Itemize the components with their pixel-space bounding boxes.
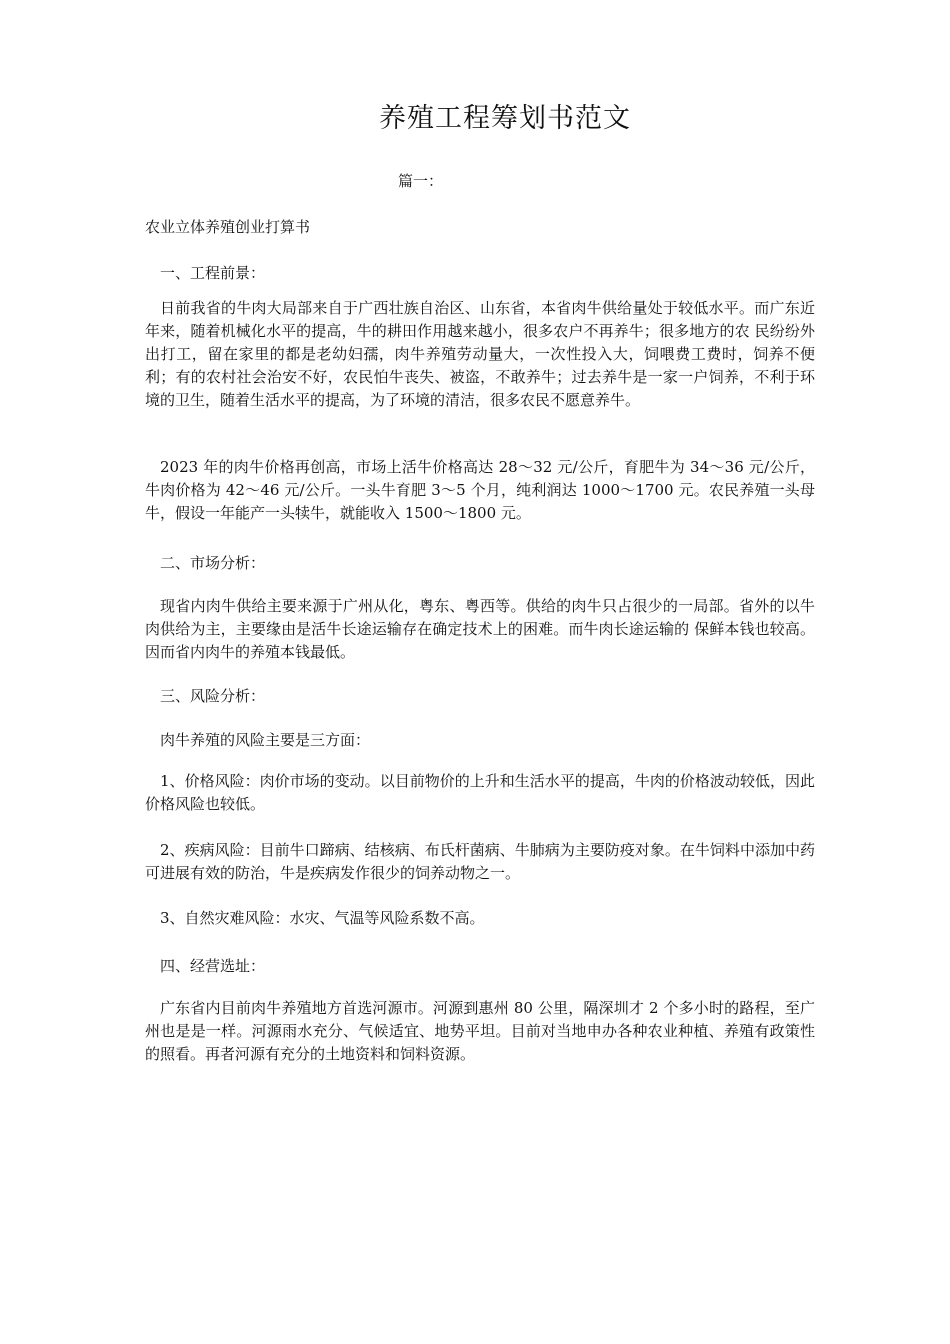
paragraph-text: 广东省内目前肉牛养殖地方首选河源市。河源到惠州 80 公里，隔深圳才 2 个多小时的路程，至广州也是是一样。河源雨水充分、气候适宜、地势平坦。目前对当地申办各种农业种植、养殖有政策性的照看。再者河源有充分的土地资料和饲料资源。 (145, 999, 815, 1063)
section-heading-background: 一、工程前景： (160, 264, 266, 282)
paragraph-text: 2、疾病风险：目前牛口蹄病、结核病、布氏杆菌病、牛肺病为主要防疫对象。在牛饲料中添加中药可进展有效的防治，牛是疾病发作很少的饲养动物之一。 (145, 841, 815, 882)
paragraph-text: 1、价格风险：肉价市场的变动。以目前物价的上升和生活水平的提高，牛肉的价格波动较低，因此价格风险也较低。 (145, 772, 815, 813)
document-title: 养殖工程筹划书范文 (379, 103, 631, 134)
paragraph-text: 日前我省的牛肉大局部来自于广西壮族自治区、山东省，本省肉牛供给量处于较低水平。而广东近 年来，随着机械化水平的提高，牛的耕田作用越来越小，很多农户不再养牛；很多地方的农 民纷纷外出打工，留在家里的都是老幼妇孺，肉牛养殖劳动量大，一次性投入大，饲喂费工费时，饲养不便利；有的农村社会治安不好，农民怕牛丧失、被盗，不敢养牛；过去养牛是一家一户饲养，不利于环境的卫生，随着生活水平的提高，为了环境的清洁，很多农民不愿意养牛。 (145, 299, 815, 409)
risk-intro: 肉牛养殖的风险主要是三方面： (160, 731, 371, 749)
paragraph-background-2 (145, 456, 815, 525)
paragraph-background-1 (145, 297, 815, 412)
section-heading-risk: 三、风险分析： (160, 687, 266, 705)
paragraph-text: 2023 年的肉牛价格再创高，市场上活牛价格高达 28～32 元/公斤，育肥牛为 34～36 元/公斤，牛肉价格为 42～46 元/公斤。一头牛育肥 3～5 个月，纯利润达 1000～1700 元。农民养殖一头母牛，假设一年能产一头犊牛，就能收入 1500～1800 元。 (145, 458, 815, 522)
part-label: 篇一： (398, 172, 444, 190)
paragraph-location (145, 997, 815, 1066)
risk-item-disaster: 3、自然灾难风险：水灾、气温等风险系数不高。 (160, 909, 485, 927)
section-heading-location: 四、经营选址： (160, 957, 266, 975)
section-heading-market: 二、市场分析： (160, 554, 266, 572)
risk-item-price (145, 770, 815, 816)
paragraph-text: 现省内肉牛供给主要来源于广州从化，粤东、粤西等。供给的肉牛只占很少的一局部。省外的以牛肉供给为主，主要缘由是活牛长途运输存在确定技术上的困难。而牛肉长途运输的 保鲜本钱也较高。因而省内肉牛的养殖本钱最低。 (145, 597, 815, 661)
risk-item-disease (145, 839, 815, 885)
plan-title: 农业立体养殖创业打算书 (145, 218, 311, 236)
paragraph-market (145, 595, 815, 664)
